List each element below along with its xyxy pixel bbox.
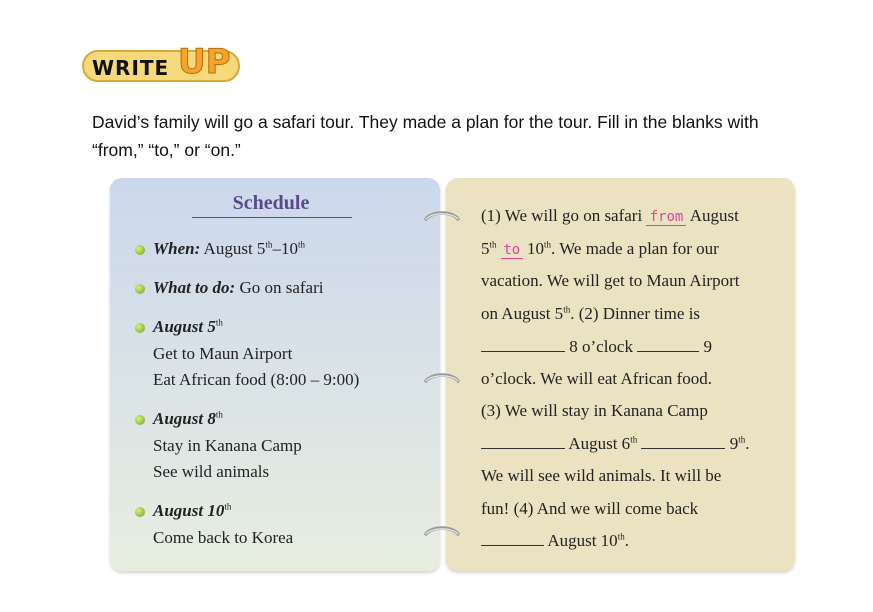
day1-heading: [153, 317, 223, 337]
answer-to[interactable]: to: [501, 242, 523, 259]
passage-line-8: [481, 434, 749, 454]
day1-item-2: Eat African food (8:00 – 9:00): [153, 370, 360, 389]
passage-text: 5: [481, 239, 490, 258]
blank-input[interactable]: [641, 434, 725, 449]
passage-line-5: [481, 337, 712, 357]
sup-text: th: [544, 239, 552, 250]
sup-text: th: [738, 434, 746, 445]
when-sup-start: th: [265, 239, 273, 250]
passage-line-6: o’clock. We will eat African food.: [481, 369, 713, 388]
day2-item-2: See wild animals: [153, 462, 270, 481]
passage-text: August 10: [547, 531, 618, 550]
sup-text: th: [617, 531, 625, 542]
passage-text: August: [689, 206, 739, 225]
when-label: When:: [153, 239, 201, 258]
passage-text: 9: [729, 434, 739, 453]
passage-text: 8 o’clock: [569, 337, 633, 356]
blank-input[interactable]: [481, 531, 544, 546]
passage-text: .: [624, 531, 629, 550]
passage-line-2: [481, 239, 719, 259]
passage-text: August 6: [568, 434, 631, 453]
day2-sup: th: [215, 409, 223, 420]
badge-up-text: UP: [178, 42, 231, 82]
bullet-icon: [135, 415, 145, 425]
day3-item-1: Come back to Korea: [153, 528, 294, 547]
whattodo-label: What to do:: [153, 278, 236, 297]
schedule-title: Schedule: [232, 192, 310, 214]
day3-sup: th: [224, 501, 232, 512]
binder-ring-icon: [424, 210, 460, 222]
when-date-start: August 5: [203, 239, 266, 258]
whattodo-text: Go on safari: [239, 278, 324, 297]
sup-text: th: [489, 239, 497, 250]
bullet-icon: [135, 323, 145, 333]
blank-input[interactable]: [481, 434, 565, 449]
schedule-when: [153, 239, 305, 259]
passage-text: 9: [703, 337, 712, 356]
when-sup-end: th: [297, 239, 305, 250]
sup-text: th: [563, 304, 571, 315]
answer-from[interactable]: from: [646, 209, 686, 226]
passage-text: on August 5: [481, 304, 564, 323]
passage-line-3: vacation. We will get to Maun Airport: [481, 271, 740, 290]
day3-label: August 10: [153, 501, 225, 520]
bullet-icon: [135, 245, 145, 255]
bullet-icon: [135, 507, 145, 517]
schedule-title-underline: [192, 217, 352, 218]
day1-sup: th: [215, 317, 223, 328]
passage-line-10: fun! (4) And we will come back: [481, 499, 699, 518]
when-date-end: –10: [272, 239, 298, 258]
passage-text: 10: [527, 239, 545, 258]
schedule-what: [153, 278, 323, 298]
day3-heading: [153, 501, 231, 521]
day2-heading: [153, 409, 223, 429]
passage-text: (1) We will go on safari: [481, 206, 643, 225]
badge-write-text: WRITE: [92, 56, 170, 80]
passage-line-1: [481, 206, 739, 226]
passage-line-11: [481, 531, 629, 551]
binder-ring-icon: [424, 525, 460, 537]
binder-ring-icon: [424, 372, 460, 384]
instructions: David’s family will go a safari tour. They made a plan for the tour. Fill in the blanks with “from,” “to,” or “on.”: [92, 112, 759, 160]
blank-input[interactable]: [481, 337, 565, 352]
write-up-badge: [82, 44, 244, 88]
bullet-icon: [135, 284, 145, 294]
passage-line-4: [481, 304, 700, 324]
day1-item-1: Get to Maun Airport: [153, 344, 293, 363]
passage-line-9: We will see wild animals. It will be: [481, 466, 722, 485]
passage-text: .: [745, 434, 750, 453]
day1-label: August 5: [153, 317, 216, 336]
passage-text: . We made a plan for our: [551, 239, 719, 258]
blank-input[interactable]: [637, 337, 699, 352]
day2-label: August 8: [153, 409, 216, 428]
passage-line-7: (3) We will stay in Kanana Camp: [481, 401, 708, 420]
sup-text: th: [630, 434, 638, 445]
day2-item-1: Stay in Kanana Camp: [153, 436, 302, 455]
passage-text: . (2) Dinner time is: [570, 304, 701, 323]
